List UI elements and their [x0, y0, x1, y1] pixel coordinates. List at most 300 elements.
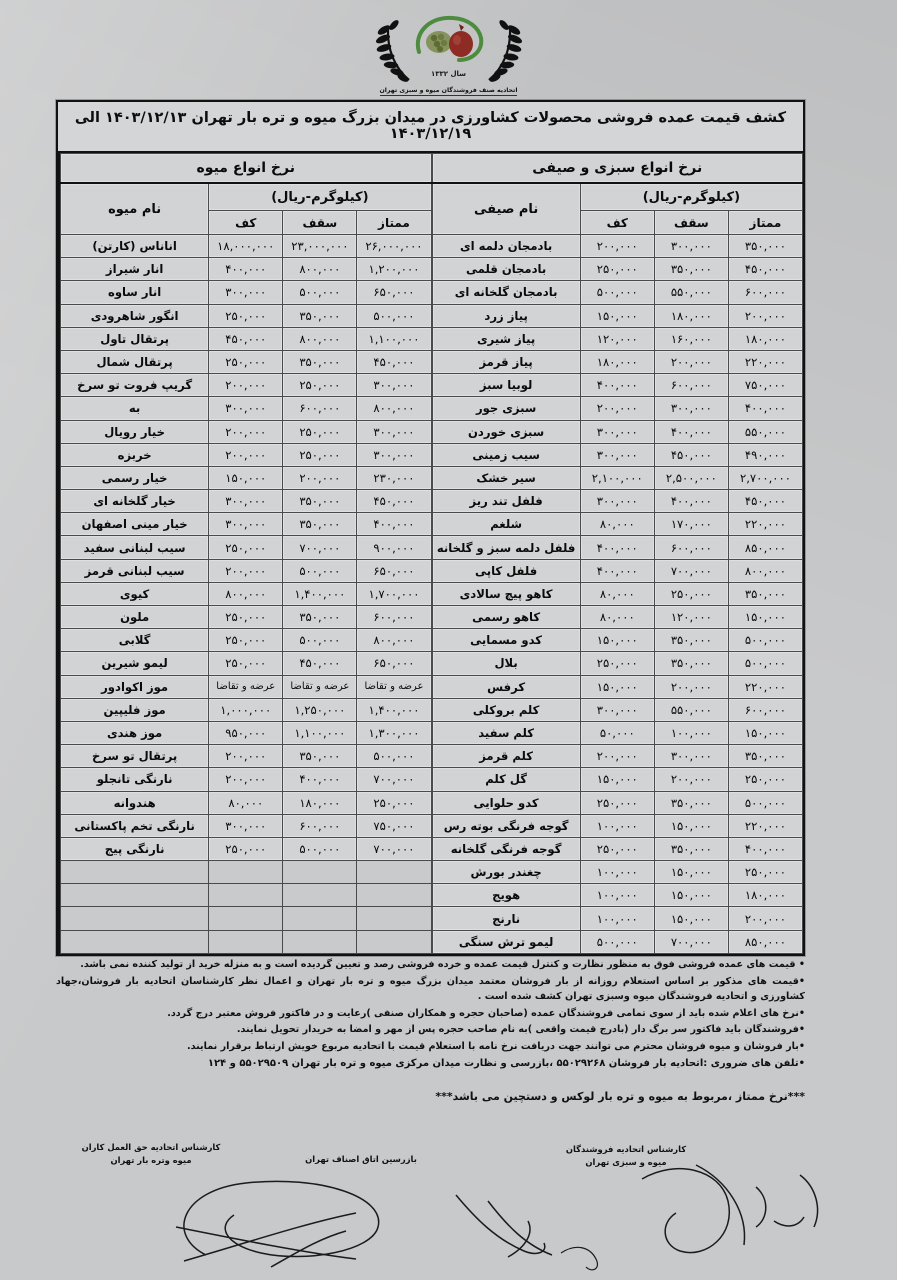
cell-momtaz: ۶۵۰,۰۰۰	[357, 652, 431, 675]
cell-kaf: ۲۵۰,۰۰۰	[580, 652, 654, 675]
table-row	[61, 814, 432, 837]
table-row	[61, 675, 432, 698]
cell-product-name: گلابی	[61, 629, 209, 652]
cell-momtaz: ۴۵۰,۰۰۰	[357, 490, 431, 513]
table-row	[61, 721, 432, 744]
cell-kaf: ۴۰۰,۰۰۰	[580, 559, 654, 582]
cell-momtaz: ۴۵۰,۰۰۰	[728, 258, 802, 281]
cell-saghf: ۱۷۰,۰۰۰	[654, 513, 728, 536]
price-sheet	[56, 100, 805, 956]
table-row	[432, 861, 803, 884]
cell-momtaz: ۱,۲۰۰,۰۰۰	[357, 258, 431, 281]
cell-empty	[357, 930, 431, 953]
cell-saghf: ۶۰۰,۰۰۰	[654, 536, 728, 559]
cell-saghf: ۷۰۰,۰۰۰	[654, 930, 728, 953]
cell-product-name: موز هندی	[61, 721, 209, 744]
vegetable-col-saghf: سقف	[654, 211, 728, 235]
cell-saghf: ۸۰۰,۰۰۰	[283, 258, 357, 281]
table-row	[432, 930, 803, 953]
table-row	[61, 559, 432, 582]
table-row	[61, 374, 432, 397]
cell-momtaz: ۴۰۰,۰۰۰	[728, 837, 802, 860]
cell-momtaz: ۲۲۰,۰۰۰	[728, 814, 802, 837]
cell-product-name: گوجه فرنگی گلخانه	[432, 837, 580, 860]
fruit-col-momtaz: ممتاز	[357, 211, 431, 235]
table-row	[61, 443, 432, 466]
cell-product-name: خربزه	[61, 443, 209, 466]
cell-kaf: ۲۵۰,۰۰۰	[580, 837, 654, 860]
cell-kaf: ۲۵۰,۰۰۰	[209, 536, 283, 559]
cell-momtaz: ۳۵۰,۰۰۰	[728, 745, 802, 768]
cell-kaf: ۲۵۰,۰۰۰	[209, 652, 283, 675]
table-row	[432, 629, 803, 652]
table-row	[432, 466, 803, 489]
cell-kaf: ۲۰۰,۰۰۰	[209, 443, 283, 466]
cell-saghf: عرضه و تقاضا	[283, 675, 357, 698]
signature-block-union-expert	[531, 1143, 721, 1168]
note-item: •فروشندگان باید فاکتور سر برگ دار (بادرج قیمت واقعی )به نام صاحب حجره پس از مهر و امضا به خریدار تحویل نمایند.	[236, 1024, 805, 1036]
cell-product-name: خیار رویال	[61, 420, 209, 443]
cell-kaf: ۳۰۰,۰۰۰	[209, 814, 283, 837]
cell-saghf: ۳۵۰,۰۰۰	[654, 652, 728, 675]
cell-saghf: ۳۵۰,۰۰۰	[654, 629, 728, 652]
cell-empty	[209, 907, 283, 930]
cell-kaf: ۱۵۰,۰۰۰	[580, 675, 654, 698]
cell-product-name: لیمو ترش سنگی	[432, 930, 580, 953]
cell-empty	[209, 884, 283, 907]
table-row-empty	[61, 884, 432, 907]
vegetable-unit-header: (کیلوگرم-ریال)	[580, 183, 802, 211]
table-row	[432, 304, 803, 327]
cell-kaf: ۲۰۰,۰۰۰	[580, 235, 654, 258]
cell-kaf: ۲۵۰,۰۰۰	[209, 629, 283, 652]
signature-line-1: کارشناس اتحادیه حق العمل کاران	[81, 1142, 221, 1152]
cell-momtaz: ۵۰۰,۰۰۰	[728, 652, 802, 675]
page-title: کشف قیمت عمده فروشی محصولات کشاورزی در میدان بزرگ میوه و تره بار تهران ۱۴۰۳/۱۲/۱۳ الی ۱۴۰۳/۱۲/۱۹	[58, 102, 803, 153]
fruit-name-header: نام میوه	[61, 183, 209, 235]
cell-product-name: گوجه فرنگی بوته رس	[432, 814, 580, 837]
cell-kaf: ۱۰۰,۰۰۰	[580, 861, 654, 884]
cell-kaf: ۲۰۰,۰۰۰	[580, 397, 654, 420]
cell-momtaz: ۶۰۰,۰۰۰	[728, 698, 802, 721]
cell-product-name: شلغم	[432, 513, 580, 536]
cell-kaf: ۸۰,۰۰۰	[580, 582, 654, 605]
signature-line-1: بازرسین اتاق اصناف تهران	[305, 1154, 417, 1164]
cell-momtaz: عرضه و تقاضا	[357, 675, 431, 698]
cell-product-name: انار ساوه	[61, 281, 209, 304]
cell-momtaz: ۸۵۰,۰۰۰	[728, 536, 802, 559]
cell-saghf: ۱۵۰,۰۰۰	[654, 907, 728, 930]
table-row-empty	[61, 930, 432, 953]
cell-product-name: خیار رسمی	[61, 466, 209, 489]
cell-saghf: ۱۸۰,۰۰۰	[654, 304, 728, 327]
cell-saghf: ۲۰۰,۰۰۰	[654, 768, 728, 791]
cell-kaf: ۳۰۰,۰۰۰	[580, 420, 654, 443]
table-row	[432, 675, 803, 698]
note-item: •نرخ های اعلام شده باید از سوی تمامی فروشندگان عمده (صاحبان حجره و همکاران صنفی )رعایت و در فاکتور فروش معتبر درج گردد.	[167, 1007, 805, 1019]
table-row	[432, 490, 803, 513]
cell-kaf: ۲,۱۰۰,۰۰۰	[580, 466, 654, 489]
cell-momtaz: ۲۵۰,۰۰۰	[357, 791, 431, 814]
cell-product-name: نارنگی تانجلو	[61, 768, 209, 791]
cell-kaf: ۵۰۰,۰۰۰	[580, 281, 654, 304]
cell-kaf: ۱۵۰,۰۰۰	[580, 768, 654, 791]
cell-kaf: ۳۰۰,۰۰۰	[209, 281, 283, 304]
cell-saghf: ۳۰۰,۰۰۰	[654, 397, 728, 420]
cell-product-name: بادمجان دلمه ای	[432, 235, 580, 258]
fruit-unit-header: (کیلوگرم-ریال)	[209, 183, 431, 211]
cell-momtaz: ۶۵۰,۰۰۰	[357, 559, 431, 582]
fruit-col-saghf: سقف	[283, 211, 357, 235]
cell-saghf: ۴۰۰,۰۰۰	[654, 420, 728, 443]
cell-saghf: ۱۵۰,۰۰۰	[654, 861, 728, 884]
cell-saghf: ۲۵۰,۰۰۰	[283, 420, 357, 443]
vegetable-table-wrapper	[432, 153, 804, 954]
cell-product-name: ملون	[61, 606, 209, 629]
table-row	[61, 350, 432, 373]
cell-momtaz: ۱۵۰,۰۰۰	[728, 606, 802, 629]
cell-product-name: گل کلم	[432, 768, 580, 791]
cell-kaf: ۳۰۰,۰۰۰	[209, 490, 283, 513]
cell-product-name: پیاز قرمز	[432, 350, 580, 373]
cell-kaf: ۴۵۰,۰۰۰	[209, 327, 283, 350]
cell-momtaz: ۳۵۰,۰۰۰	[728, 235, 802, 258]
signature-block-commission-expert	[61, 1141, 241, 1166]
vegetable-table-body	[432, 235, 803, 954]
fruit-col-kaf: کف	[209, 211, 283, 235]
table-row	[61, 327, 432, 350]
table-row	[61, 582, 432, 605]
cell-empty	[61, 907, 209, 930]
vegetable-table	[432, 153, 804, 954]
cell-momtaz: ۷۰۰,۰۰۰	[357, 837, 431, 860]
table-row	[432, 235, 803, 258]
cell-saghf: ۱۶۰,۰۰۰	[654, 327, 728, 350]
cell-momtaz: ۲۵۰,۰۰۰	[728, 768, 802, 791]
cell-product-name: نارنگی تخم پاکستانی	[61, 814, 209, 837]
cell-saghf: ۲۳,۰۰۰,۰۰۰	[283, 235, 357, 258]
note-item: • قیمت های عمده فروشی فوق به منظور نظارت و کنترل قیمت عمده و خرده فروشی رصد و تعیین گردیده است و به منزله خرید از تولید کننده نمی باشد.	[80, 959, 805, 970]
table-row	[61, 837, 432, 860]
cell-momtaz: ۲۲۰,۰۰۰	[728, 675, 802, 698]
cell-product-name: کدو مسمایی	[432, 629, 580, 652]
cell-empty	[61, 884, 209, 907]
cell-momtaz: ۱,۴۰۰,۰۰۰	[357, 698, 431, 721]
cell-kaf: ۲۵۰,۰۰۰	[209, 837, 283, 860]
cell-product-name: لیمو شیرین	[61, 652, 209, 675]
cell-product-name: کاهو رسمی	[432, 606, 580, 629]
cell-kaf: ۳۰۰,۰۰۰	[580, 490, 654, 513]
table-row	[432, 559, 803, 582]
cell-product-name: سبزی جور	[432, 397, 580, 420]
cell-empty	[209, 861, 283, 884]
cell-momtaz: ۳۰۰,۰۰۰	[357, 374, 431, 397]
cell-product-name: خیار گلخانه ای	[61, 490, 209, 513]
cell-kaf: ۸۰۰,۰۰۰	[209, 582, 283, 605]
cell-product-name: کدو حلوایی	[432, 791, 580, 814]
cell-kaf: ۹۵۰,۰۰۰	[209, 721, 283, 744]
cell-momtaz: ۵۰۰,۰۰۰	[357, 304, 431, 327]
cell-kaf: ۲۰۰,۰۰۰	[580, 745, 654, 768]
cell-kaf: ۴۰۰,۰۰۰	[580, 536, 654, 559]
cell-saghf: ۵۵۰,۰۰۰	[654, 281, 728, 304]
cell-kaf: ۲۰۰,۰۰۰	[209, 420, 283, 443]
cell-product-name: کلم قرمز	[432, 745, 580, 768]
cell-product-name: کلم بروکلی	[432, 698, 580, 721]
table-row	[432, 281, 803, 304]
cell-momtaz: ۶۵۰,۰۰۰	[357, 281, 431, 304]
cell-momtaz: ۴۵۰,۰۰۰	[728, 490, 802, 513]
tables-row	[58, 153, 803, 954]
cell-kaf: ۱۲۰,۰۰۰	[580, 327, 654, 350]
cell-product-name: نارنگی پیج	[61, 837, 209, 860]
cell-momtaz: ۲۶,۰۰۰,۰۰۰	[357, 235, 431, 258]
premium-rate-note: ***نرخ ممتاز ،مربوط به میوه و تره بار لوکس و دستچین می باشد***	[435, 1090, 805, 1104]
cell-momtaz: ۸۰۰,۰۰۰	[357, 397, 431, 420]
cell-momtaz: ۴۰۰,۰۰۰	[728, 397, 802, 420]
cell-kaf: ۲۰۰,۰۰۰	[209, 768, 283, 791]
cell-kaf: ۸۰,۰۰۰	[209, 791, 283, 814]
cell-momtaz: ۶۰۰,۰۰۰	[357, 606, 431, 629]
vegetable-name-header: نام صیفی	[432, 183, 580, 235]
vegetable-col-momtaz: ممتاز	[728, 211, 802, 235]
cell-momtaz: ۱۸۰,۰۰۰	[728, 884, 802, 907]
table-row	[61, 745, 432, 768]
cell-product-name: بادمجان گلخانه ای	[432, 281, 580, 304]
signature-area	[56, 1135, 841, 1275]
cell-product-name: سیر خشک	[432, 466, 580, 489]
cell-product-name: چغندر بورش	[432, 861, 580, 884]
cell-empty	[61, 861, 209, 884]
fruit-table-wrapper	[58, 153, 432, 954]
cell-saghf: ۷۰۰,۰۰۰	[654, 559, 728, 582]
cell-empty	[357, 861, 431, 884]
table-row	[432, 837, 803, 860]
table-row	[432, 420, 803, 443]
cell-kaf: ۲۵۰,۰۰۰	[209, 304, 283, 327]
table-row	[432, 536, 803, 559]
logo-caption: اتحادیه صنف فروشندگان میوه و سبزی تهران	[379, 87, 518, 94]
cell-saghf: ۲۵۰,۰۰۰	[283, 374, 357, 397]
table-row	[61, 791, 432, 814]
cell-saghf: ۴۰۰,۰۰۰	[283, 768, 357, 791]
cell-saghf: ۱,۱۰۰,۰۰۰	[283, 721, 357, 744]
cell-empty	[61, 930, 209, 953]
cell-product-name: کیوی	[61, 582, 209, 605]
cell-saghf: ۸۰۰,۰۰۰	[283, 327, 357, 350]
cell-kaf: ۵۰۰,۰۰۰	[580, 930, 654, 953]
cell-saghf: ۳۵۰,۰۰۰	[283, 350, 357, 373]
cell-momtaz: ۳۵۰,۰۰۰	[728, 582, 802, 605]
cell-saghf: ۱۲۰,۰۰۰	[654, 606, 728, 629]
cell-saghf: ۲۰۰,۰۰۰	[654, 350, 728, 373]
cell-momtaz: ۴۹۰,۰۰۰	[728, 443, 802, 466]
cell-product-name: سیب لبنانی قرمز	[61, 559, 209, 582]
cell-kaf: ۸۰,۰۰۰	[580, 513, 654, 536]
cell-product-name: پرتقال شمال	[61, 350, 209, 373]
table-row	[432, 791, 803, 814]
cell-kaf: ۴۰۰,۰۰۰	[209, 258, 283, 281]
table-row	[432, 907, 803, 930]
cell-kaf: ۳۰۰,۰۰۰	[209, 513, 283, 536]
cell-momtaz: ۲,۷۰۰,۰۰۰	[728, 466, 802, 489]
cell-saghf: ۶۰۰,۰۰۰	[283, 397, 357, 420]
cell-momtaz: ۸۰۰,۰۰۰	[357, 629, 431, 652]
cell-saghf: ۴۰۰,۰۰۰	[654, 490, 728, 513]
cell-product-name: کلم سفید	[432, 721, 580, 744]
cell-saghf: ۵۰۰,۰۰۰	[283, 837, 357, 860]
cell-product-name: کرفس	[432, 675, 580, 698]
cell-kaf: ۲۵۰,۰۰۰	[209, 350, 283, 373]
vegetable-col-kaf: کف	[580, 211, 654, 235]
cell-kaf: ۲۰۰,۰۰۰	[209, 559, 283, 582]
cell-momtaz: ۲۰۰,۰۰۰	[728, 304, 802, 327]
table-row	[432, 606, 803, 629]
cell-product-name: هندوانه	[61, 791, 209, 814]
cell-saghf: ۳۵۰,۰۰۰	[283, 606, 357, 629]
table-row	[432, 513, 803, 536]
cell-momtaz: ۳۰۰,۰۰۰	[357, 443, 431, 466]
cell-momtaz: ۱,۷۰۰,۰۰۰	[357, 582, 431, 605]
fruit-table-body	[61, 235, 432, 954]
table-row	[61, 536, 432, 559]
vegetable-group-header: نرخ انواع سبزی و صیفی	[432, 154, 803, 184]
cell-empty	[283, 884, 357, 907]
cell-saghf: ۶۰۰,۰۰۰	[654, 374, 728, 397]
table-row	[61, 397, 432, 420]
cell-empty	[357, 907, 431, 930]
table-row-empty	[61, 861, 432, 884]
table-row	[432, 397, 803, 420]
cell-momtaz: ۳۰۰,۰۰۰	[357, 420, 431, 443]
cell-momtaz: ۱,۳۰۰,۰۰۰	[357, 721, 431, 744]
cell-momtaz: ۶۰۰,۰۰۰	[728, 281, 802, 304]
cell-product-name: پیاز زرد	[432, 304, 580, 327]
cell-momtaz: ۵۵۰,۰۰۰	[728, 420, 802, 443]
cell-momtaz: ۵۰۰,۰۰۰	[357, 745, 431, 768]
cell-momtaz: ۲۵۰,۰۰۰	[728, 861, 802, 884]
cell-product-name: پرتقال تو سرخ	[61, 745, 209, 768]
cell-kaf: ۱۸۰,۰۰۰	[580, 350, 654, 373]
cell-momtaz: ۵۰۰,۰۰۰	[728, 629, 802, 652]
cell-kaf: ۸۰,۰۰۰	[580, 606, 654, 629]
cell-saghf: ۳۰۰,۰۰۰	[654, 235, 728, 258]
cell-kaf: ۲۵۰,۰۰۰	[209, 606, 283, 629]
table-row	[432, 814, 803, 837]
cell-momtaz: ۱,۱۰۰,۰۰۰	[357, 327, 431, 350]
table-row	[432, 327, 803, 350]
cell-kaf: ۱۵۰,۰۰۰	[580, 629, 654, 652]
cell-kaf: ۴۰۰,۰۰۰	[580, 374, 654, 397]
cell-product-name: فلفل تند ریز	[432, 490, 580, 513]
table-row	[61, 281, 432, 304]
cell-product-name: موز اکوادور	[61, 675, 209, 698]
table-row	[432, 768, 803, 791]
cell-kaf: ۵۰,۰۰۰	[580, 721, 654, 744]
table-row	[432, 443, 803, 466]
table-row	[432, 884, 803, 907]
cell-saghf: ۳۵۰,۰۰۰	[654, 837, 728, 860]
table-row-empty	[61, 907, 432, 930]
cell-product-name: بادمجان قلمی	[432, 258, 580, 281]
cell-product-name: فلفل دلمه سبز و گلخانه	[432, 536, 580, 559]
cell-momtaz: ۱۵۰,۰۰۰	[728, 721, 802, 744]
cell-saghf: ۳۵۰,۰۰۰	[283, 304, 357, 327]
cell-kaf: ۲۵۰,۰۰۰	[580, 791, 654, 814]
cell-product-name: سیب زمینی	[432, 443, 580, 466]
note-item: •بار فروشان و میوه فروشان محترم می توانند جهت دریافت نرخ نامه با استعلام قیمت با اتحادیه مربوع خویش ارتباط برقرار نمایند.	[186, 1040, 805, 1052]
cell-kaf: ۱۸,۰۰۰,۰۰۰	[209, 235, 283, 258]
cell-saghf: ۳۵۰,۰۰۰	[283, 490, 357, 513]
cell-product-name: سیب لبنانی سفید	[61, 536, 209, 559]
cell-saghf: ۱۰۰,۰۰۰	[654, 721, 728, 744]
cell-momtaz: ۴۵۰,۰۰۰	[357, 350, 431, 373]
table-row	[432, 258, 803, 281]
cell-momtaz: ۲۲۰,۰۰۰	[728, 513, 802, 536]
cell-kaf: ۲۰۰,۰۰۰	[209, 374, 283, 397]
cell-kaf: ۱۵۰,۰۰۰	[580, 304, 654, 327]
cell-product-name: هویج	[432, 884, 580, 907]
cell-saghf: ۵۰۰,۰۰۰	[283, 629, 357, 652]
cell-saghf: ۶۰۰,۰۰۰	[283, 814, 357, 837]
cell-saghf: ۳۵۰,۰۰۰	[654, 258, 728, 281]
cell-kaf: ۱,۰۰۰,۰۰۰	[209, 698, 283, 721]
table-row	[432, 350, 803, 373]
cell-product-name: سبزی خوردن	[432, 420, 580, 443]
cell-momtaz: ۸۵۰,۰۰۰	[728, 930, 802, 953]
cell-product-name: پرتقال تاول	[61, 327, 209, 350]
cell-momtaz: ۹۰۰,۰۰۰	[357, 536, 431, 559]
cell-momtaz: ۴۰۰,۰۰۰	[357, 513, 431, 536]
cell-saghf: ۴۵۰,۰۰۰	[654, 443, 728, 466]
table-row	[432, 698, 803, 721]
cell-product-name: انار شیراز	[61, 258, 209, 281]
cell-saghf: ۵۰۰,۰۰۰	[283, 559, 357, 582]
cell-product-name: خیار مینی اصفهان	[61, 513, 209, 536]
cell-saghf: ۲۵۰,۰۰۰	[654, 582, 728, 605]
cell-kaf: ۱۰۰,۰۰۰	[580, 907, 654, 930]
signature-block-guild-inspector	[276, 1153, 446, 1166]
cell-saghf: ۱۸۰,۰۰۰	[283, 791, 357, 814]
cell-kaf: ۲۵۰,۰۰۰	[580, 258, 654, 281]
fruit-group-header: نرخ انواع میوه	[61, 154, 432, 184]
signature-line-1: کارشناس اتحادیه فروشندگان	[565, 1144, 687, 1154]
cell-momtaz: ۲۲۰,۰۰۰	[728, 350, 802, 373]
cell-kaf: ۱۰۰,۰۰۰	[580, 814, 654, 837]
signature-line-2: میوه و سبزی تهران	[585, 1156, 667, 1167]
cell-saghf: ۳۵۰,۰۰۰	[283, 513, 357, 536]
union-logo	[359, 4, 539, 100]
table-row	[61, 513, 432, 536]
cell-product-name: بلال	[432, 652, 580, 675]
cell-saghf: ۵۰۰,۰۰۰	[283, 281, 357, 304]
cell-kaf: عرضه و تقاضا	[209, 675, 283, 698]
cell-saghf: ۱۵۰,۰۰۰	[654, 814, 728, 837]
cell-saghf: ۵۵۰,۰۰۰	[654, 698, 728, 721]
cell-kaf: ۳۰۰,۰۰۰	[209, 397, 283, 420]
table-row	[432, 652, 803, 675]
cell-momtaz: ۸۰۰,۰۰۰	[728, 559, 802, 582]
cell-product-name: انگور شاهرودی	[61, 304, 209, 327]
cell-saghf: ۲,۵۰۰,۰۰۰	[654, 466, 728, 489]
table-row	[432, 721, 803, 744]
cell-saghf: ۱۵۰,۰۰۰	[654, 884, 728, 907]
table-row	[61, 768, 432, 791]
table-row	[61, 304, 432, 327]
cell-saghf: ۲۰۰,۰۰۰	[654, 675, 728, 698]
cell-saghf: ۷۰۰,۰۰۰	[283, 536, 357, 559]
table-row	[61, 420, 432, 443]
